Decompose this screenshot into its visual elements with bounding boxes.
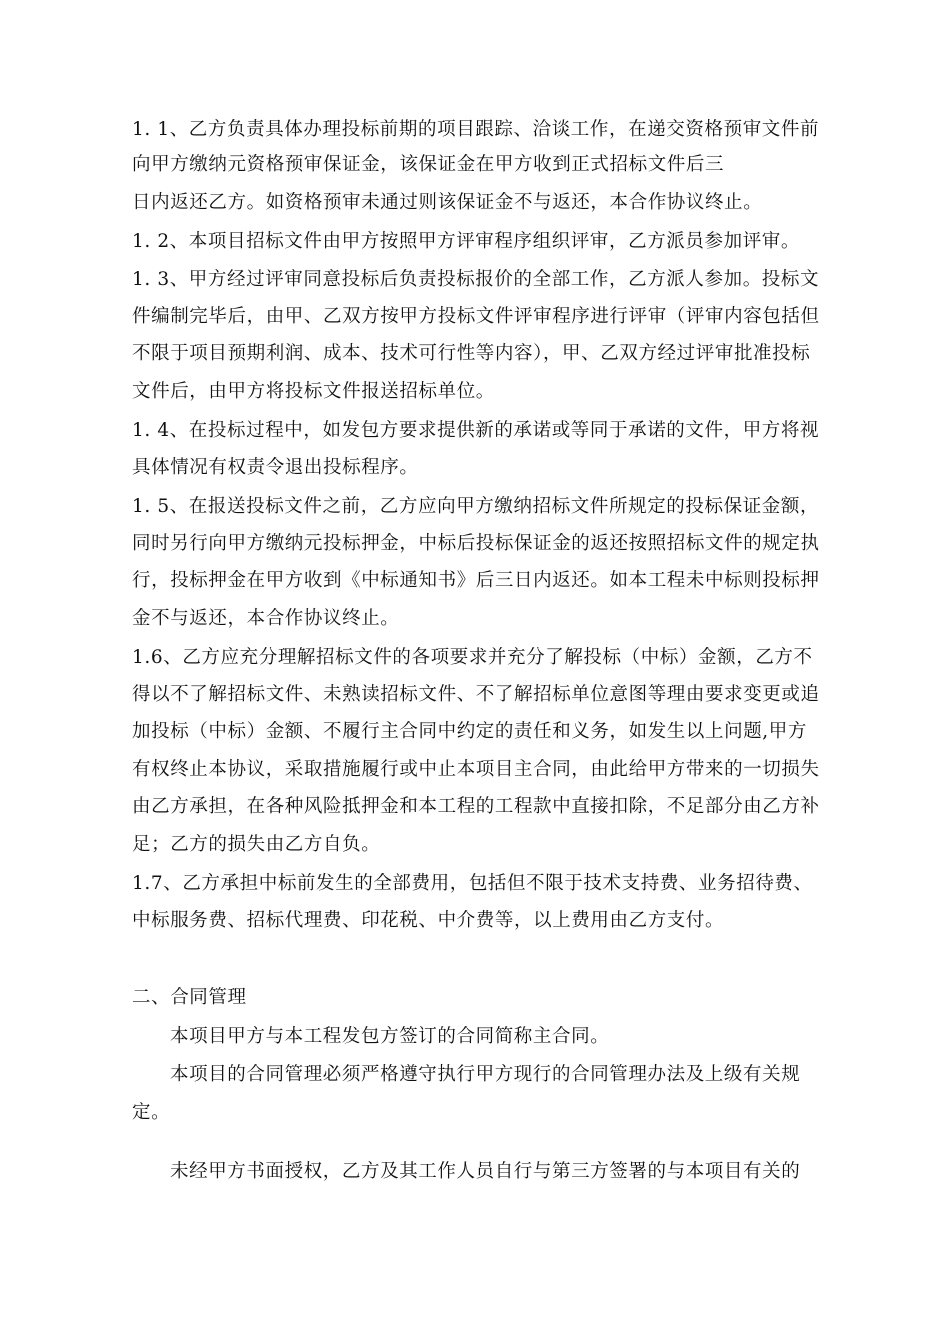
text-line: 得以不了解招标文件、未熟读招标文件、不了解招标单位意图等理由要求变更或追 bbox=[132, 684, 820, 705]
text-line: 金不与返还，本合作协议终止。 bbox=[132, 608, 400, 629]
text-line: 由乙方承担，在各种风险抵押金和本工程的工程款中直接扣除，不足部分由乙方补 bbox=[132, 796, 820, 817]
text-line: 1. 3、甲方经过评审同意投标后负责投标报价的全部工作，乙方派人参加。投标文 bbox=[132, 269, 820, 290]
text-line: 1. 5、在报送投标文件之前，乙方应向甲方缴纳招标文件所规定的投标保证金额， bbox=[132, 496, 820, 517]
text-line: 1. 4、在投标过程中，如发包方要求提供新的承诺或等同于承诺的文件，甲方将视 bbox=[132, 420, 820, 441]
text-line: 1. 1、乙方负责具体办理投标前期的项目跟踪、洽谈工作，在递交资格预审文件前 bbox=[132, 119, 820, 140]
text-line: 加投标（中标）金额、不履行主合同中约定的责任和义务，如发生以上问题,甲方 bbox=[132, 721, 807, 742]
paragraph-line: 本项目甲方与本工程发包方签订的合同简称主合同。 bbox=[170, 1026, 610, 1047]
text-line: 中标服务费、招标代理费、印花税、中介费等，以上费用由乙方支付。 bbox=[132, 910, 725, 931]
section-heading: 二、合同管理 bbox=[132, 987, 247, 1008]
text-line: 向甲方缴纳元资格预审保证金，该保证金在甲方收到正式招标文件后三 bbox=[132, 154, 725, 175]
text-line: 1.7、乙方承担中标前发生的全部费用，包括但不限于技术支持费、业务招待费、 bbox=[132, 873, 813, 894]
text-line: 行，投标押金在甲方收到《中标通知书》后三日内返还。如本工程未中标则投标押 bbox=[132, 570, 820, 591]
text-line: 文件后，由甲方将投标文件报送招标单位。 bbox=[132, 381, 495, 402]
text-line: 1.6、乙方应充分理解招标文件的各项要求并充分了解投标（中标）金额，乙方不 bbox=[132, 647, 813, 668]
text-line: 不限于项目预期利润、成本、技术可行性等内容），甲、乙双方经过评审批准投标 bbox=[132, 343, 811, 364]
text-line: 同时另行向甲方缴纳元投标押金，中标后投标保证金的返还按照招标文件的规定执 bbox=[132, 533, 820, 554]
text-line: 具体情况有权责令退出投标程序。 bbox=[132, 457, 419, 478]
text-line: 日内返还乙方。如资格预审未通过则该保证金不与返还，本合作协议终止。 bbox=[132, 192, 763, 213]
text-line: 有权终止本协议，采取措施履行或中止本项目主合同，由此给甲方带来的一切损失 bbox=[132, 759, 820, 780]
paragraph-line: 本项目的合同管理必须严格遵守执行甲方现行的合同管理办法及上级有关规 bbox=[170, 1064, 801, 1085]
text-line: 足；乙方的损失由乙方自负。 bbox=[132, 834, 381, 855]
paragraph-line: 定。 bbox=[132, 1102, 171, 1123]
text-line: 1. 2、本项目招标文件由甲方按照甲方评审程序组织评审，乙方派员参加评审。 bbox=[132, 231, 801, 252]
text-line: 件编制完毕后，由甲、乙双方按甲方投标文件评审程序进行评审（评审内容包括但 bbox=[132, 306, 820, 327]
paragraph-line: 未经甲方书面授权，乙方及其工作人员自行与第三方签署的与本项目有关的 bbox=[170, 1161, 801, 1182]
